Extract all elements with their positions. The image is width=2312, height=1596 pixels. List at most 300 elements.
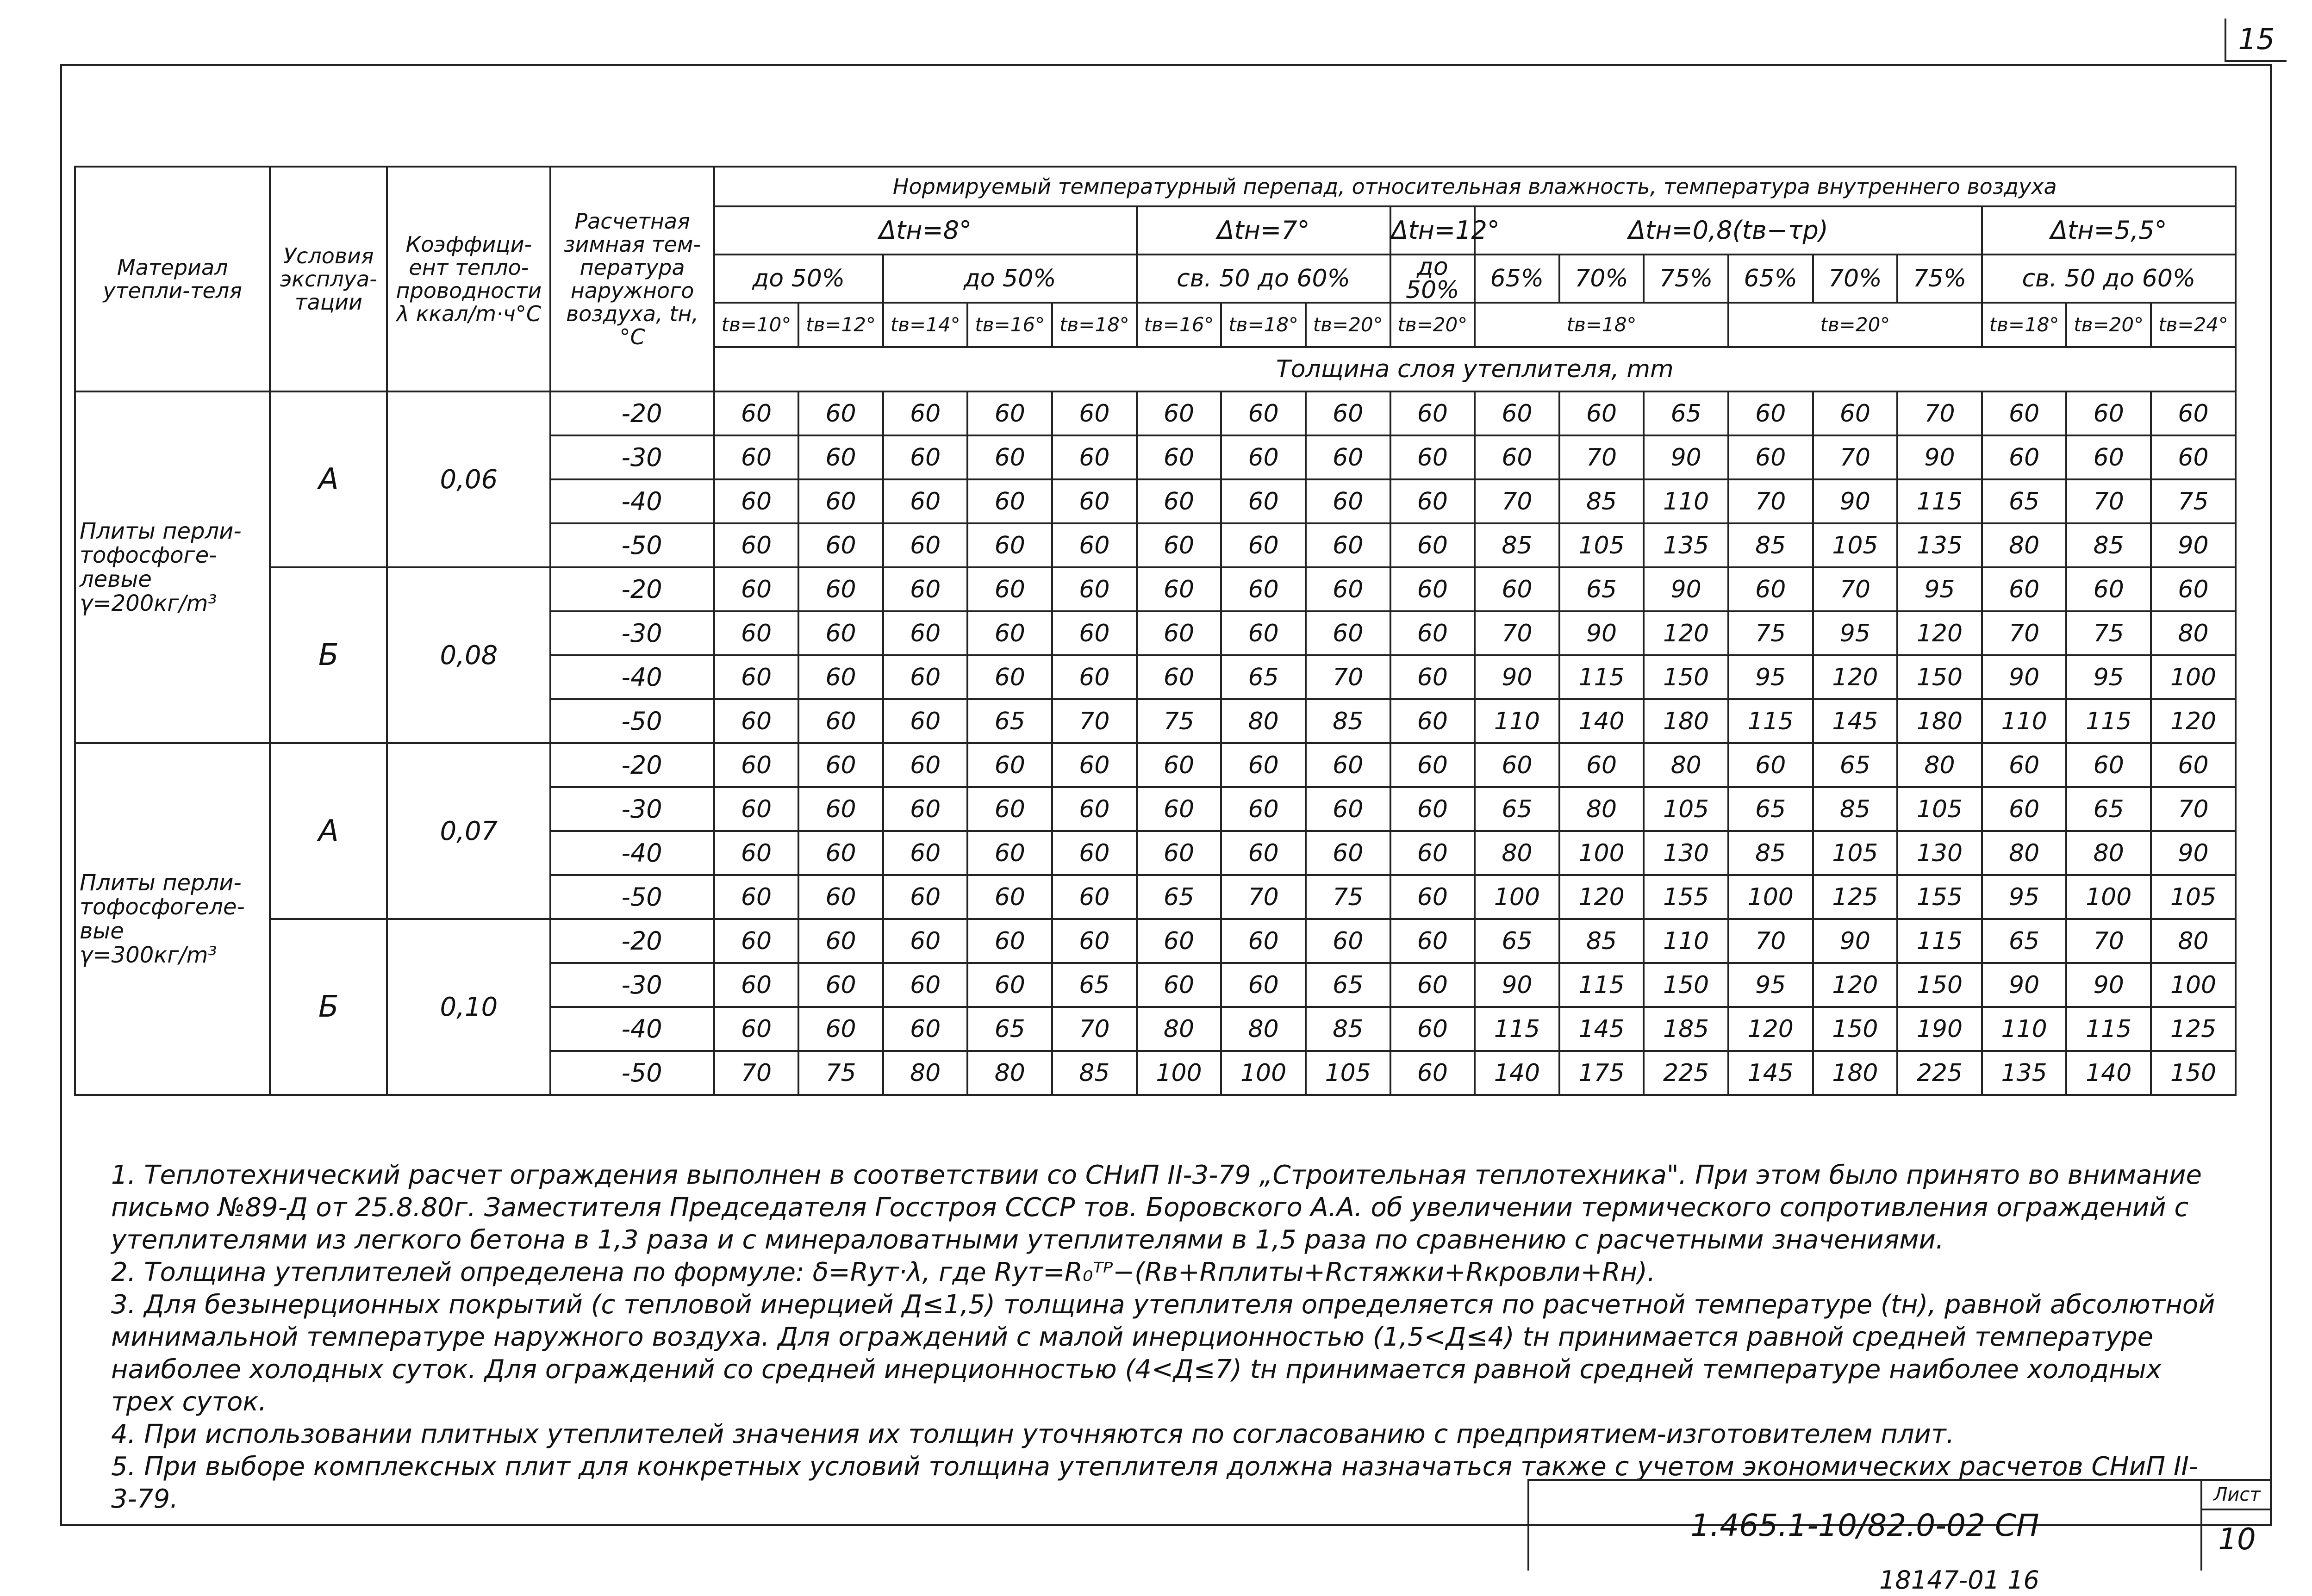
thickness-cell: 105 <box>1644 787 1728 831</box>
thickness-cell: 60 <box>967 479 1052 523</box>
table-row <box>75 391 2236 435</box>
thickness-cell: 85 <box>1559 919 1644 963</box>
thickness-cell: 150 <box>1813 1007 1898 1051</box>
thickness-cell: 60 <box>1052 523 1137 567</box>
thickness-cell: 60 <box>1137 567 1221 611</box>
header-humidity: 65% <box>1728 255 1813 303</box>
thickness-cell: 75 <box>1728 611 1813 655</box>
thickness-cell: 60 <box>1982 787 2067 831</box>
thickness-cell: 60 <box>1137 831 1221 875</box>
thickness-cell: 60 <box>1390 743 1475 787</box>
thickness-cell: 60 <box>1137 523 1221 567</box>
thickness-cell: 60 <box>883 831 968 875</box>
header-inner-temp: tв=20° <box>1306 303 1390 347</box>
thickness-cell: 60 <box>1052 611 1137 655</box>
thickness-cell: 120 <box>1559 875 1644 919</box>
thickness-cell: 120 <box>2151 699 2236 743</box>
thickness-cell: 60 <box>883 391 968 435</box>
thickness-cell: 70 <box>1728 919 1813 963</box>
thickness-cell: 145 <box>1728 1051 1813 1095</box>
thickness-cell: 60 <box>1306 523 1390 567</box>
thickness-cell: 60 <box>883 919 968 963</box>
header-delta: Δtн=7° <box>1137 206 1390 255</box>
thickness-cell: 75 <box>2151 479 2236 523</box>
thickness-cell: 60 <box>1306 567 1390 611</box>
header-inner-temp: tв=16° <box>967 303 1052 347</box>
thickness-cell: 60 <box>1390 391 1475 435</box>
thickness-cell: 60 <box>1813 391 1898 435</box>
note-item: 2. Толщина утеплителей определена по формуле: δ=Rут·λ, где Rут=R₀ᵀᴾ−(Rв+Rплиты+Rстяжки+Rкровли+Rн). <box>111 1257 1656 1287</box>
thickness-cell: 150 <box>1644 655 1728 699</box>
thickness-cell: 150 <box>2151 1051 2236 1095</box>
thickness-cell: 60 <box>1306 391 1390 435</box>
notes <box>111 1159 2222 1515</box>
thickness-cell: 180 <box>1644 699 1728 743</box>
thickness-cell: 60 <box>1390 919 1475 963</box>
thickness-cell: 70 <box>714 1051 799 1095</box>
header-inner-temp: tв=20° <box>1390 303 1475 347</box>
thickness-cell: 60 <box>714 567 799 611</box>
thickness-cell: 60 <box>714 875 799 919</box>
design-temp-cell: -20 <box>550 743 714 787</box>
thickness-cell: 150 <box>1897 963 1982 1007</box>
design-temp-cell: -20 <box>550 567 714 611</box>
thickness-cell: 60 <box>967 523 1052 567</box>
insulation-thickness-table <box>74 166 2237 1096</box>
thickness-cell: 60 <box>883 479 968 523</box>
thickness-cell: 60 <box>1306 787 1390 831</box>
thickness-cell: 150 <box>1644 963 1728 1007</box>
thickness-cell: 100 <box>2151 655 2236 699</box>
thickness-cell: 65 <box>1221 655 1306 699</box>
header-design-temp: Расчетная зимная тем-пература наружного воздуха, tн, °С <box>550 167 714 391</box>
thickness-cell: 130 <box>1644 831 1728 875</box>
thickness-cell: 70 <box>1052 699 1137 743</box>
thickness-cell: 80 <box>967 1051 1052 1095</box>
header-group-title: Нормируемый температурный перепад, относительная влажность, температура внутреннего воздуха <box>714 167 2236 206</box>
thickness-cell: 70 <box>2151 787 2236 831</box>
thickness-cell: 85 <box>1559 479 1644 523</box>
thickness-cell: 60 <box>1559 391 1644 435</box>
thickness-cell: 80 <box>1559 787 1644 831</box>
thickness-cell: 120 <box>1728 1007 1813 1051</box>
thickness-cell: 80 <box>1982 831 2067 875</box>
thickness-cell: 60 <box>714 611 799 655</box>
thickness-cell: 60 <box>967 655 1052 699</box>
thickness-cell: 60 <box>2151 391 2236 435</box>
thickness-cell: 190 <box>1897 1007 1982 1051</box>
thickness-cell: 80 <box>1897 743 1982 787</box>
thickness-cell: 90 <box>1813 919 1898 963</box>
design-temp-cell: -40 <box>550 1007 714 1051</box>
thickness-cell: 60 <box>1475 435 1559 479</box>
thickness-cell: 95 <box>1982 875 2067 919</box>
thickness-cell: 60 <box>714 1007 799 1051</box>
design-temp-cell: -20 <box>550 391 714 435</box>
header-humidity: до 50% <box>1390 255 1475 303</box>
thickness-cell: 60 <box>798 391 883 435</box>
thickness-cell: 60 <box>714 479 799 523</box>
thickness-cell: 60 <box>1390 611 1475 655</box>
archive-number: 18147-01 16 <box>1879 1565 2039 1595</box>
thickness-cell: 65 <box>1559 567 1644 611</box>
thickness-cell: 60 <box>1137 743 1221 787</box>
thickness-cell: 90 <box>2151 831 2236 875</box>
thickness-cell: 90 <box>1475 655 1559 699</box>
thickness-cell: 80 <box>1221 699 1306 743</box>
thickness-cell: 70 <box>2066 919 2151 963</box>
header-inner-temp: tв=18° <box>1982 303 2067 347</box>
title-block <box>1527 1479 2272 1571</box>
header-conditions: Условия эксплуа-тации <box>270 167 387 391</box>
thickness-cell: 60 <box>1221 523 1306 567</box>
thickness-cell: 60 <box>1052 743 1137 787</box>
thickness-cell: 60 <box>1221 567 1306 611</box>
header-thickness-label: Толщина слоя утеплителя, mm <box>714 347 2236 391</box>
thickness-cell: 90 <box>1897 435 1982 479</box>
header-inner-temp: tв=18° <box>1221 303 1306 347</box>
thickness-cell: 60 <box>798 655 883 699</box>
thickness-cell: 90 <box>1475 963 1559 1007</box>
thickness-cell: 60 <box>714 523 799 567</box>
note-item: 1. Теплотехнический расчет ограждения выполнен в соответствии со СНиП II-3-79 „Строительная теплотехника". При этом было принято во внимание письмо №89-Д от 25.8.80г. Заместителя Председателя Госстроя СССР тов. Боровского А.А. об увеличении термического сопротивления ограждений с утеплителями из легкого бетона в 1,3 раза и с минераловатными утеплителями в 1,5 раза по сравнению с расчетными значениями. <box>111 1160 2202 1255</box>
thickness-cell: 60 <box>883 699 968 743</box>
thickness-cell: 130 <box>1897 831 1982 875</box>
thickness-cell: 115 <box>1559 963 1644 1007</box>
page-number: 15 <box>2225 19 2287 62</box>
thickness-cell: 155 <box>1644 875 1728 919</box>
thickness-cell: 120 <box>1813 963 1898 1007</box>
lambda-cell: 0,07 <box>387 743 550 919</box>
thickness-cell: 60 <box>1052 391 1137 435</box>
thickness-cell: 60 <box>714 391 799 435</box>
thickness-cell: 60 <box>1390 435 1475 479</box>
thickness-cell: 60 <box>1390 831 1475 875</box>
thickness-cell: 125 <box>1813 875 1898 919</box>
thickness-cell: 60 <box>1982 743 2067 787</box>
thickness-cell: 60 <box>1390 699 1475 743</box>
thickness-cell: 85 <box>2066 523 2151 567</box>
thickness-cell: 70 <box>1897 391 1982 435</box>
header-inner-temp: tв=18° <box>1052 303 1137 347</box>
thickness-cell: 60 <box>714 831 799 875</box>
header-humidity: 70% <box>1559 255 1644 303</box>
design-temp-cell: -50 <box>550 1051 714 1095</box>
thickness-cell: 120 <box>1644 611 1728 655</box>
thickness-cell: 80 <box>1221 1007 1306 1051</box>
thickness-cell: 60 <box>967 787 1052 831</box>
header-humidity: 70% <box>1813 255 1898 303</box>
thickness-cell: 65 <box>2066 787 2151 831</box>
thickness-cell: 85 <box>1475 523 1559 567</box>
header-humidity: 65% <box>1475 255 1559 303</box>
design-temp-cell: -40 <box>550 479 714 523</box>
thickness-cell: 60 <box>1052 435 1137 479</box>
thickness-cell: 60 <box>798 435 883 479</box>
thickness-cell: 115 <box>1897 479 1982 523</box>
thickness-cell: 140 <box>2066 1051 2151 1095</box>
thickness-cell: 100 <box>2151 963 2236 1007</box>
thickness-cell: 135 <box>1982 1051 2067 1095</box>
thickness-cell: 60 <box>1390 787 1475 831</box>
thickness-cell: 60 <box>1728 743 1813 787</box>
thickness-cell: 85 <box>1813 787 1898 831</box>
thickness-cell: 60 <box>1390 567 1475 611</box>
thickness-cell: 65 <box>1475 919 1559 963</box>
thickness-cell: 60 <box>1982 391 2067 435</box>
document-code: 1.465.1-10/82.0-02 СП <box>1690 1508 2039 1543</box>
thickness-cell: 60 <box>883 611 968 655</box>
thickness-cell: 65 <box>1982 919 2067 963</box>
thickness-cell: 100 <box>1728 875 1813 919</box>
thickness-cell: 65 <box>1137 875 1221 919</box>
header-humidity: до 50% <box>714 255 883 303</box>
thickness-cell: 90 <box>1644 435 1728 479</box>
thickness-cell: 60 <box>2151 435 2236 479</box>
thickness-cell: 135 <box>1897 523 1982 567</box>
thickness-cell: 95 <box>1728 655 1813 699</box>
thickness-cell: 95 <box>1897 567 1982 611</box>
thickness-cell: 60 <box>1306 919 1390 963</box>
thickness-cell: 60 <box>798 611 883 655</box>
thickness-cell: 145 <box>1559 1007 1644 1051</box>
thickness-cell: 80 <box>1982 523 2067 567</box>
thickness-cell: 60 <box>2066 743 2151 787</box>
thickness-cell: 60 <box>798 875 883 919</box>
thickness-cell: 65 <box>1306 963 1390 1007</box>
thickness-cell: 60 <box>1137 479 1221 523</box>
design-temp-cell: -30 <box>550 963 714 1007</box>
design-temp-cell: -20 <box>550 919 714 963</box>
note-item: 5. При выборе комплексных плит для конкретных условий толщина утеплителя должна назначаться также с учетом экономических расчетов СНиП II-3-79. <box>111 1452 2199 1514</box>
thickness-cell: 100 <box>1137 1051 1221 1095</box>
thickness-cell: 140 <box>1475 1051 1559 1095</box>
thickness-cell: 60 <box>1137 435 1221 479</box>
thickness-cell: 65 <box>967 699 1052 743</box>
thickness-cell: 65 <box>1052 963 1137 1007</box>
thickness-cell: 60 <box>1137 787 1221 831</box>
thickness-cell: 90 <box>1559 611 1644 655</box>
condition-cell: А <box>270 743 387 919</box>
thickness-cell: 105 <box>2151 875 2236 919</box>
thickness-cell: 60 <box>967 831 1052 875</box>
thickness-cell: 60 <box>1728 391 1813 435</box>
header-inner-temp: tв=18° <box>1475 303 1728 347</box>
thickness-cell: 105 <box>1306 1051 1390 1095</box>
table-row <box>75 743 2236 787</box>
thickness-cell: 60 <box>1221 743 1306 787</box>
header-humidity: 75% <box>1644 255 1728 303</box>
material-name: Плиты перли-тофосфоге-левые γ=200кг/m³ <box>75 391 270 743</box>
thickness-cell: 110 <box>1475 699 1559 743</box>
thickness-cell: 60 <box>1052 875 1137 919</box>
header-inner-temp: tв=16° <box>1137 303 1221 347</box>
sheet-label: Лист <box>2200 1481 2272 1510</box>
thickness-cell: 100 <box>1221 1051 1306 1095</box>
header-material: Материал утепли-теля <box>75 167 270 391</box>
thickness-cell: 60 <box>1221 919 1306 963</box>
thickness-cell: 145 <box>1813 699 1898 743</box>
thickness-cell: 60 <box>1137 919 1221 963</box>
thickness-cell: 60 <box>2151 567 2236 611</box>
table-row <box>75 919 2236 963</box>
thickness-cell: 80 <box>1644 743 1728 787</box>
thickness-cell: 60 <box>967 391 1052 435</box>
thickness-cell: 75 <box>2066 611 2151 655</box>
thickness-cell: 60 <box>714 699 799 743</box>
thickness-cell: 60 <box>1390 1007 1475 1051</box>
thickness-cell: 75 <box>798 1051 883 1095</box>
thickness-cell: 70 <box>1475 479 1559 523</box>
thickness-cell: 75 <box>1137 699 1221 743</box>
thickness-cell: 90 <box>1982 655 2067 699</box>
thickness-cell: 85 <box>1728 831 1813 875</box>
thickness-cell: 115 <box>1897 919 1982 963</box>
thickness-cell: 60 <box>714 655 799 699</box>
thickness-cell: 60 <box>883 875 968 919</box>
thickness-cell: 60 <box>883 435 968 479</box>
note-item: 3. Для безынерционных покрытий (с тепловой инерцией Д≤1,5) толщина утеплителя определяется по расчетной температуре (tн), равной абсолютной минимальной температуре наружного воздуха. Для ограждений с малой инерционностью (1,5<Д≤4) tн принимается равной средней температуре наиболее холодных суток. Для ограждений со средней инерционностью (4<Д≤7) tн принимается равной средней температуре наиболее холодных трех суток. <box>111 1290 2215 1417</box>
condition-cell: Б <box>270 919 387 1095</box>
header-inner-temp: tв=12° <box>798 303 883 347</box>
thickness-cell: 105 <box>1813 831 1898 875</box>
thickness-cell: 60 <box>967 567 1052 611</box>
thickness-cell: 60 <box>798 699 883 743</box>
thickness-cell: 185 <box>1644 1007 1728 1051</box>
thickness-cell: 60 <box>883 1007 968 1051</box>
note-item: 4. При использовании плитных утеплителей значения их толщин уточняются по согласованию с предприятием-изготовителем плит. <box>111 1419 1955 1449</box>
thickness-cell: 60 <box>798 831 883 875</box>
thickness-cell: 80 <box>2151 919 2236 963</box>
thickness-cell: 60 <box>1390 655 1475 699</box>
thickness-cell: 60 <box>1559 743 1644 787</box>
thickness-cell: 60 <box>1475 743 1559 787</box>
thickness-cell: 60 <box>967 743 1052 787</box>
thickness-cell: 180 <box>1897 699 1982 743</box>
thickness-cell: 70 <box>1728 479 1813 523</box>
thickness-cell: 60 <box>1137 611 1221 655</box>
thickness-cell: 95 <box>2066 655 2151 699</box>
thickness-cell: 60 <box>714 919 799 963</box>
thickness-cell: 60 <box>1982 435 2067 479</box>
thickness-cell: 60 <box>714 743 799 787</box>
thickness-cell: 60 <box>883 655 968 699</box>
header-coefficient: Коэффици-ент тепло-проводности λ ккал/m·ч°С <box>387 167 550 391</box>
thickness-cell: 60 <box>798 963 883 1007</box>
thickness-cell: 95 <box>1813 611 1898 655</box>
thickness-cell: 70 <box>1813 435 1898 479</box>
thickness-cell: 85 <box>1728 523 1813 567</box>
thickness-cell: 60 <box>1390 1051 1475 1095</box>
design-temp-cell: -30 <box>550 611 714 655</box>
thickness-cell: 60 <box>1221 831 1306 875</box>
thickness-cell: 60 <box>1137 391 1221 435</box>
thickness-cell: 60 <box>1728 567 1813 611</box>
header-humidity: св. 50 до 60% <box>1982 255 2236 303</box>
thickness-cell: 60 <box>2151 743 2236 787</box>
thickness-cell: 60 <box>798 743 883 787</box>
thickness-cell: 110 <box>1982 1007 2067 1051</box>
thickness-cell: 225 <box>1644 1051 1728 1095</box>
thickness-cell: 60 <box>1390 479 1475 523</box>
thickness-cell: 60 <box>883 787 968 831</box>
thickness-cell: 60 <box>1221 391 1306 435</box>
header-humidity: св. 50 до 60% <box>1137 255 1390 303</box>
thickness-cell: 110 <box>1644 919 1728 963</box>
thickness-cell: 60 <box>1475 391 1559 435</box>
thickness-cell: 75 <box>1306 875 1390 919</box>
lambda-cell: 0,08 <box>387 567 550 743</box>
header-delta: Δtн=5,5° <box>1982 206 2236 255</box>
thickness-cell: 70 <box>1559 435 1644 479</box>
thickness-cell: 60 <box>883 963 968 1007</box>
thickness-cell: 60 <box>798 1007 883 1051</box>
thickness-cell: 65 <box>967 1007 1052 1051</box>
thickness-cell: 60 <box>1052 787 1137 831</box>
thickness-cell: 115 <box>2066 1007 2151 1051</box>
thickness-cell: 60 <box>1052 831 1137 875</box>
thickness-cell: 60 <box>967 919 1052 963</box>
thickness-cell: 90 <box>1982 963 2067 1007</box>
thickness-cell: 60 <box>967 435 1052 479</box>
thickness-cell: 65 <box>1475 787 1559 831</box>
lambda-cell: 0,06 <box>387 391 550 567</box>
thickness-cell: 65 <box>1644 391 1728 435</box>
thickness-cell: 60 <box>1052 655 1137 699</box>
thickness-cell: 100 <box>1559 831 1644 875</box>
thickness-cell: 140 <box>1559 699 1644 743</box>
thickness-cell: 105 <box>1813 523 1898 567</box>
thickness-cell: 115 <box>2066 699 2151 743</box>
thickness-cell: 70 <box>1052 1007 1137 1051</box>
header-humidity: 75% <box>1897 255 1982 303</box>
thickness-cell: 60 <box>798 787 883 831</box>
header-inner-temp: tв=10° <box>714 303 799 347</box>
thickness-cell: 60 <box>1137 963 1221 1007</box>
thickness-cell: 60 <box>1052 919 1137 963</box>
thickness-cell: 65 <box>1982 479 2067 523</box>
design-temp-cell: -50 <box>550 523 714 567</box>
header-delta: Δtн=8° <box>714 206 1137 255</box>
thickness-cell: 60 <box>967 963 1052 1007</box>
thickness-cell: 60 <box>883 523 968 567</box>
thickness-cell: 115 <box>1728 699 1813 743</box>
thickness-cell: 60 <box>2066 567 2151 611</box>
thickness-cell: 125 <box>2151 1007 2236 1051</box>
thickness-cell: 70 <box>1221 875 1306 919</box>
thickness-cell: 65 <box>1728 787 1813 831</box>
thickness-cell: 70 <box>1813 567 1898 611</box>
header-inner-temp: tв=24° <box>2151 303 2236 347</box>
thickness-cell: 80 <box>2151 611 2236 655</box>
thickness-cell: 90 <box>2066 963 2151 1007</box>
design-temp-cell: -30 <box>550 435 714 479</box>
thickness-cell: 60 <box>798 523 883 567</box>
header-inner-temp: tв=14° <box>883 303 968 347</box>
sheet-number: 10 <box>2200 1509 2272 1571</box>
thickness-cell: 100 <box>1475 875 1559 919</box>
header-humidity: до 50% <box>883 255 1137 303</box>
design-temp-cell: -40 <box>550 655 714 699</box>
thickness-cell: 120 <box>1897 611 1982 655</box>
thickness-cell: 60 <box>1306 743 1390 787</box>
design-temp-cell: -40 <box>550 831 714 875</box>
thickness-cell: 105 <box>1559 523 1644 567</box>
thickness-cell: 60 <box>1390 523 1475 567</box>
thickness-cell: 70 <box>1475 611 1559 655</box>
thickness-cell: 90 <box>2151 523 2236 567</box>
thickness-cell: 80 <box>1475 831 1559 875</box>
